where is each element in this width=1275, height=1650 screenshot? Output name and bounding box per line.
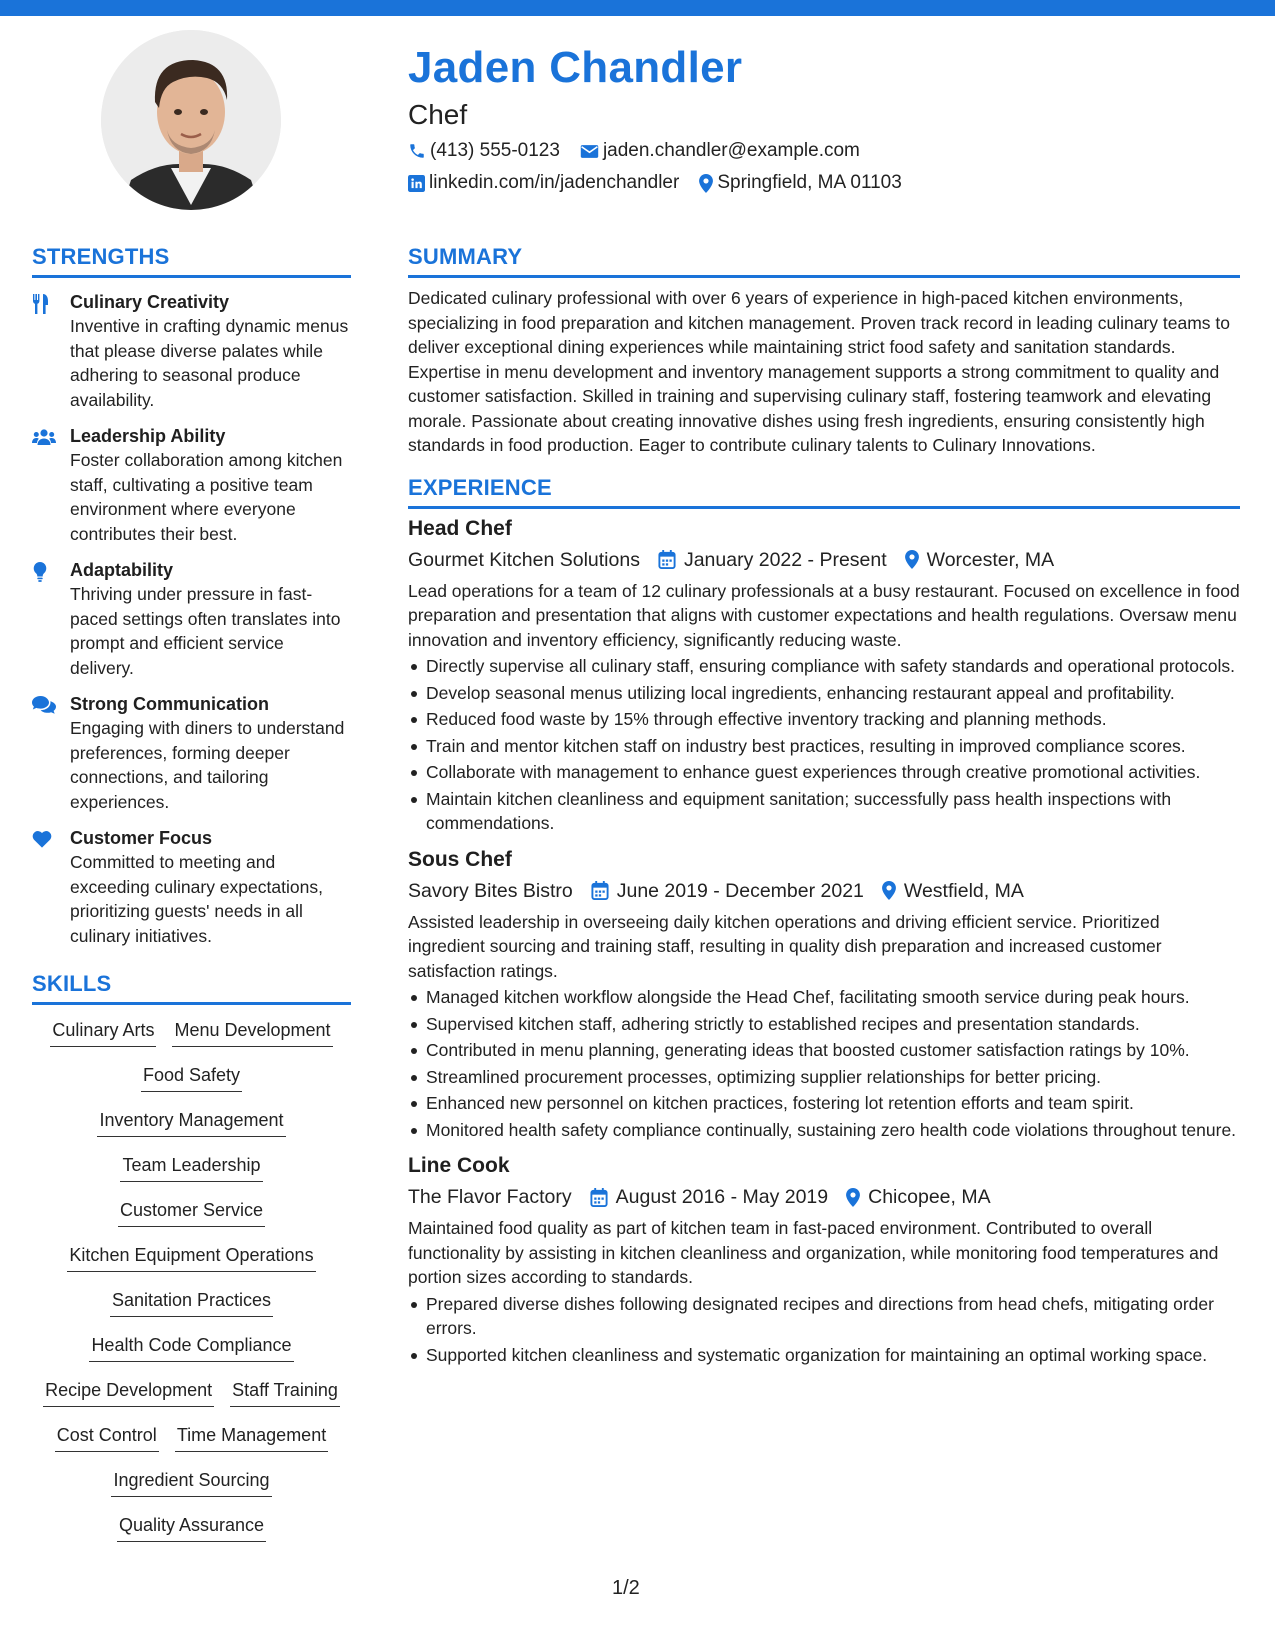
bullet-item: Contributed in menu planning, generating ideas that boosted customer satisfaction ratings by 10%.	[408, 1038, 1240, 1063]
skill-tag: Customer Service	[118, 1197, 265, 1227]
strength-item	[32, 290, 351, 412]
job-entry	[408, 846, 1240, 1143]
job-title: Sous Chef	[408, 847, 512, 871]
page-number: 1/2	[612, 1577, 640, 1599]
contact-row-2	[408, 168, 1238, 198]
strength-item	[32, 424, 351, 546]
calendar-icon	[658, 550, 676, 569]
job-meta	[408, 876, 1240, 906]
users-icon	[32, 428, 56, 446]
heart-icon	[32, 830, 52, 848]
bullet-item: Develop seasonal menus utilizing local ingredients, enhancing restaurant appeal and profitability.	[408, 681, 1240, 706]
job-entry	[408, 515, 1240, 836]
skill-tag: Time Management	[175, 1422, 328, 1452]
bullet-item: Prepared diverse dishes following designated recipes and directions from head chefs, mitigating order errors.	[408, 1292, 1240, 1341]
skill-row	[133, 1062, 250, 1107]
skill-row	[47, 1422, 336, 1467]
strength-item	[32, 558, 351, 680]
skills-list	[32, 1017, 351, 1557]
bullet-item: Supported kitchen cleanliness and systematic organization for maintaining an optimal working space.	[408, 1343, 1240, 1368]
job-location: Worcester, MA	[905, 545, 1055, 575]
strength-item	[32, 826, 351, 948]
strength-text: Engaging with diners to understand preferences, forming deeper connections, and tailoring experiences.	[70, 718, 345, 812]
job-title: Head Chef	[408, 516, 512, 540]
strength-title: Customer Focus	[70, 828, 213, 848]
bullet-item: Collaborate with management to enhance guest experiences through creative promotional activities.	[408, 760, 1240, 785]
experience-heading: EXPERIENCE	[408, 474, 1240, 509]
job-dates: January 2022 - Present	[658, 545, 887, 575]
linkedin-contact[interactable]	[408, 168, 679, 198]
strength-title: Culinary Creativity	[70, 292, 230, 312]
phone-text: (413) 555-0123	[430, 140, 560, 161]
strength-title: Strong Communication	[70, 694, 269, 714]
skill-tag: Ingredient Sourcing	[111, 1467, 271, 1497]
job-description: Lead operations for a team of 12 culinary professionals at a busy restaurant. Focused on excellence in food preparation and presentation that aligns with customer expectations and health regulations. Oversaw menu innovation and inventory efficiency, significantly reducing waste.	[408, 580, 1240, 650]
strength-text: Foster collaboration among kitchen staff, cultivating a positive team environment where everyone contributes their best.	[70, 450, 343, 544]
skill-tag: Inventory Management	[97, 1107, 285, 1137]
job-location: Westfield, MA	[882, 876, 1024, 906]
strength-item	[32, 692, 351, 814]
summary-text: Dedicated culinary professional with over 6 years of experience in high-paced kitchen environments, specializing in food preparation and kitchen management. Proven track record in leading culinary teams to deliver exceptional dining experiences while maintaining strict food safety and sanitation standards. Expertise in menu development and inventory management supports a strong commitment to quality and customer satisfaction. Skilled in training and supervising culinary staff, fostering teamwork and elevating morale. Passionate about creating innovative dishes using fresh ingredients, ensuring consistently high standards in food production. Eager to contribute culinary talents to Culinary Innovations.	[408, 288, 1230, 455]
skill-row	[42, 1017, 340, 1062]
job-location: Chicopee, MA	[846, 1182, 990, 1212]
job-meta	[408, 545, 1240, 575]
job-dates: August 2016 - May 2019	[590, 1182, 828, 1212]
skill-tag: Food Safety	[141, 1062, 242, 1092]
contact-row-1	[408, 136, 1238, 166]
linkedin-icon	[408, 175, 425, 192]
job-bullets	[408, 1292, 1240, 1368]
job-entry	[408, 1152, 1240, 1367]
map-pin-icon	[699, 174, 713, 193]
job-description: Assisted leadership in overseeing daily kitchen operations and driving efficient service. Prioritized ingredient sourcing and training staff, resulting in quality dish preparation and increased customer satisfaction ratings.	[408, 911, 1162, 981]
map-pin-icon	[905, 550, 919, 569]
job-dates: June 2019 - December 2021	[591, 876, 864, 906]
bullet-item: Supervised kitchen staff, adhering strictly to established recipes and presentation standards.	[408, 1012, 1240, 1037]
skill-row	[110, 1197, 273, 1242]
summary-heading: SUMMARY	[408, 243, 1240, 278]
skill-row	[89, 1107, 293, 1152]
job-bullets	[408, 985, 1240, 1142]
job-bullets	[408, 654, 1240, 836]
job-company: Savory Bites Bistro	[408, 879, 573, 902]
skill-tag: Recipe Development	[43, 1377, 214, 1407]
skill-tag: Kitchen Equipment Operations	[67, 1242, 315, 1272]
map-pin-icon	[882, 881, 896, 900]
skill-row	[35, 1377, 348, 1422]
right-column	[408, 243, 1240, 1369]
bullet-item: Directly supervise all culinary staff, ensuring compliance with safety standards and operational protocols.	[408, 654, 1240, 679]
lightbulb-icon	[32, 562, 48, 582]
calendar-icon	[590, 1188, 608, 1207]
skill-row	[112, 1152, 270, 1197]
bullet-item: Monitored health safety compliance continually, sustaining zero health code violations throughout tenure.	[408, 1118, 1240, 1143]
email-contact[interactable]	[580, 136, 860, 166]
skill-row	[102, 1287, 281, 1332]
bullet-item: Maintain kitchen cleanliness and equipment sanitation; successfully pass health inspections with commendations.	[408, 787, 1240, 836]
bullet-item: Streamlined procurement processes, optimizing supplier relationships for better pricing.	[408, 1065, 1240, 1090]
email-text: jaden.chandler@example.com	[602, 140, 860, 161]
strength-text: Thriving under pressure in fast-paced settings often translates into prompt and efficient service delivery.	[70, 584, 341, 678]
strength-text: Committed to meeting and exceeding culinary expectations, prioritizing guests' needs in all culinary initiatives.	[70, 852, 323, 946]
bullet-item: Train and mentor kitchen staff on industry best practices, resulting in improved compliance scores.	[408, 734, 1240, 759]
strength-title: Leadership Ability	[70, 426, 226, 446]
skill-row	[59, 1242, 323, 1287]
job-meta	[408, 1182, 1240, 1212]
bullet-item: Reduced food waste by 15% through effective inventory tracking and planning methods.	[408, 707, 1240, 732]
skill-row	[81, 1332, 301, 1377]
bullet-item: Enhanced new personnel on kitchen practices, fostering lot retention efforts and team spirit.	[408, 1091, 1240, 1116]
resume-header	[408, 40, 1238, 198]
skill-tag: Cost Control	[55, 1422, 159, 1452]
linkedin-text: linkedin.com/in/jadenchandler	[429, 172, 680, 193]
strengths-heading: STRENGTHS	[32, 243, 351, 278]
skill-row	[109, 1512, 274, 1557]
calendar-icon	[591, 881, 609, 900]
job-description: Maintained food quality as part of kitchen team in fast-paced environment. Contributed to overall functionality by assisting in kitchen cleanliness and organization, while monitoring food temperatures and portion sizes according to standards.	[408, 1218, 1219, 1287]
strength-title: Adaptability	[70, 560, 174, 580]
candidate-role: Chef	[408, 99, 468, 130]
candidate-name: Jaden Chandler	[408, 43, 743, 92]
phone-contact[interactable]	[408, 136, 560, 166]
phone-icon	[408, 142, 426, 160]
skill-tag: Menu Development	[172, 1017, 332, 1047]
comments-icon	[32, 696, 56, 714]
skill-row	[103, 1467, 279, 1512]
job-title: Line Cook	[408, 1154, 510, 1177]
skill-tag: Quality Assurance	[117, 1512, 266, 1542]
skill-tag: Health Code Compliance	[89, 1332, 293, 1362]
skill-tag: Team Leadership	[120, 1152, 262, 1182]
map-pin-icon	[846, 1188, 860, 1207]
skills-heading: SKILLS	[32, 970, 351, 1005]
utensils-icon	[32, 294, 50, 314]
location-contact	[699, 168, 902, 198]
envelope-icon	[580, 144, 599, 159]
profile-photo	[101, 30, 281, 210]
top-accent-bar	[0, 0, 1275, 16]
bullet-item: Managed kitchen workflow alongside the Head Chef, facilitating smooth service during peak hours.	[408, 985, 1240, 1010]
strength-text: Inventive in crafting dynamic menus that please diverse palates while adhering to seasonal produce availability.	[70, 316, 349, 410]
portrait-illustration	[101, 30, 281, 210]
skill-tag: Culinary Arts	[50, 1017, 156, 1047]
location-text: Springfield, MA 01103	[717, 172, 902, 193]
skill-tag: Staff Training	[230, 1377, 340, 1407]
skill-tag: Sanitation Practices	[110, 1287, 273, 1317]
job-company: Gourmet Kitchen Solutions	[408, 548, 640, 571]
left-column	[32, 243, 351, 1557]
job-company: The Flavor Factory	[408, 1186, 572, 1208]
